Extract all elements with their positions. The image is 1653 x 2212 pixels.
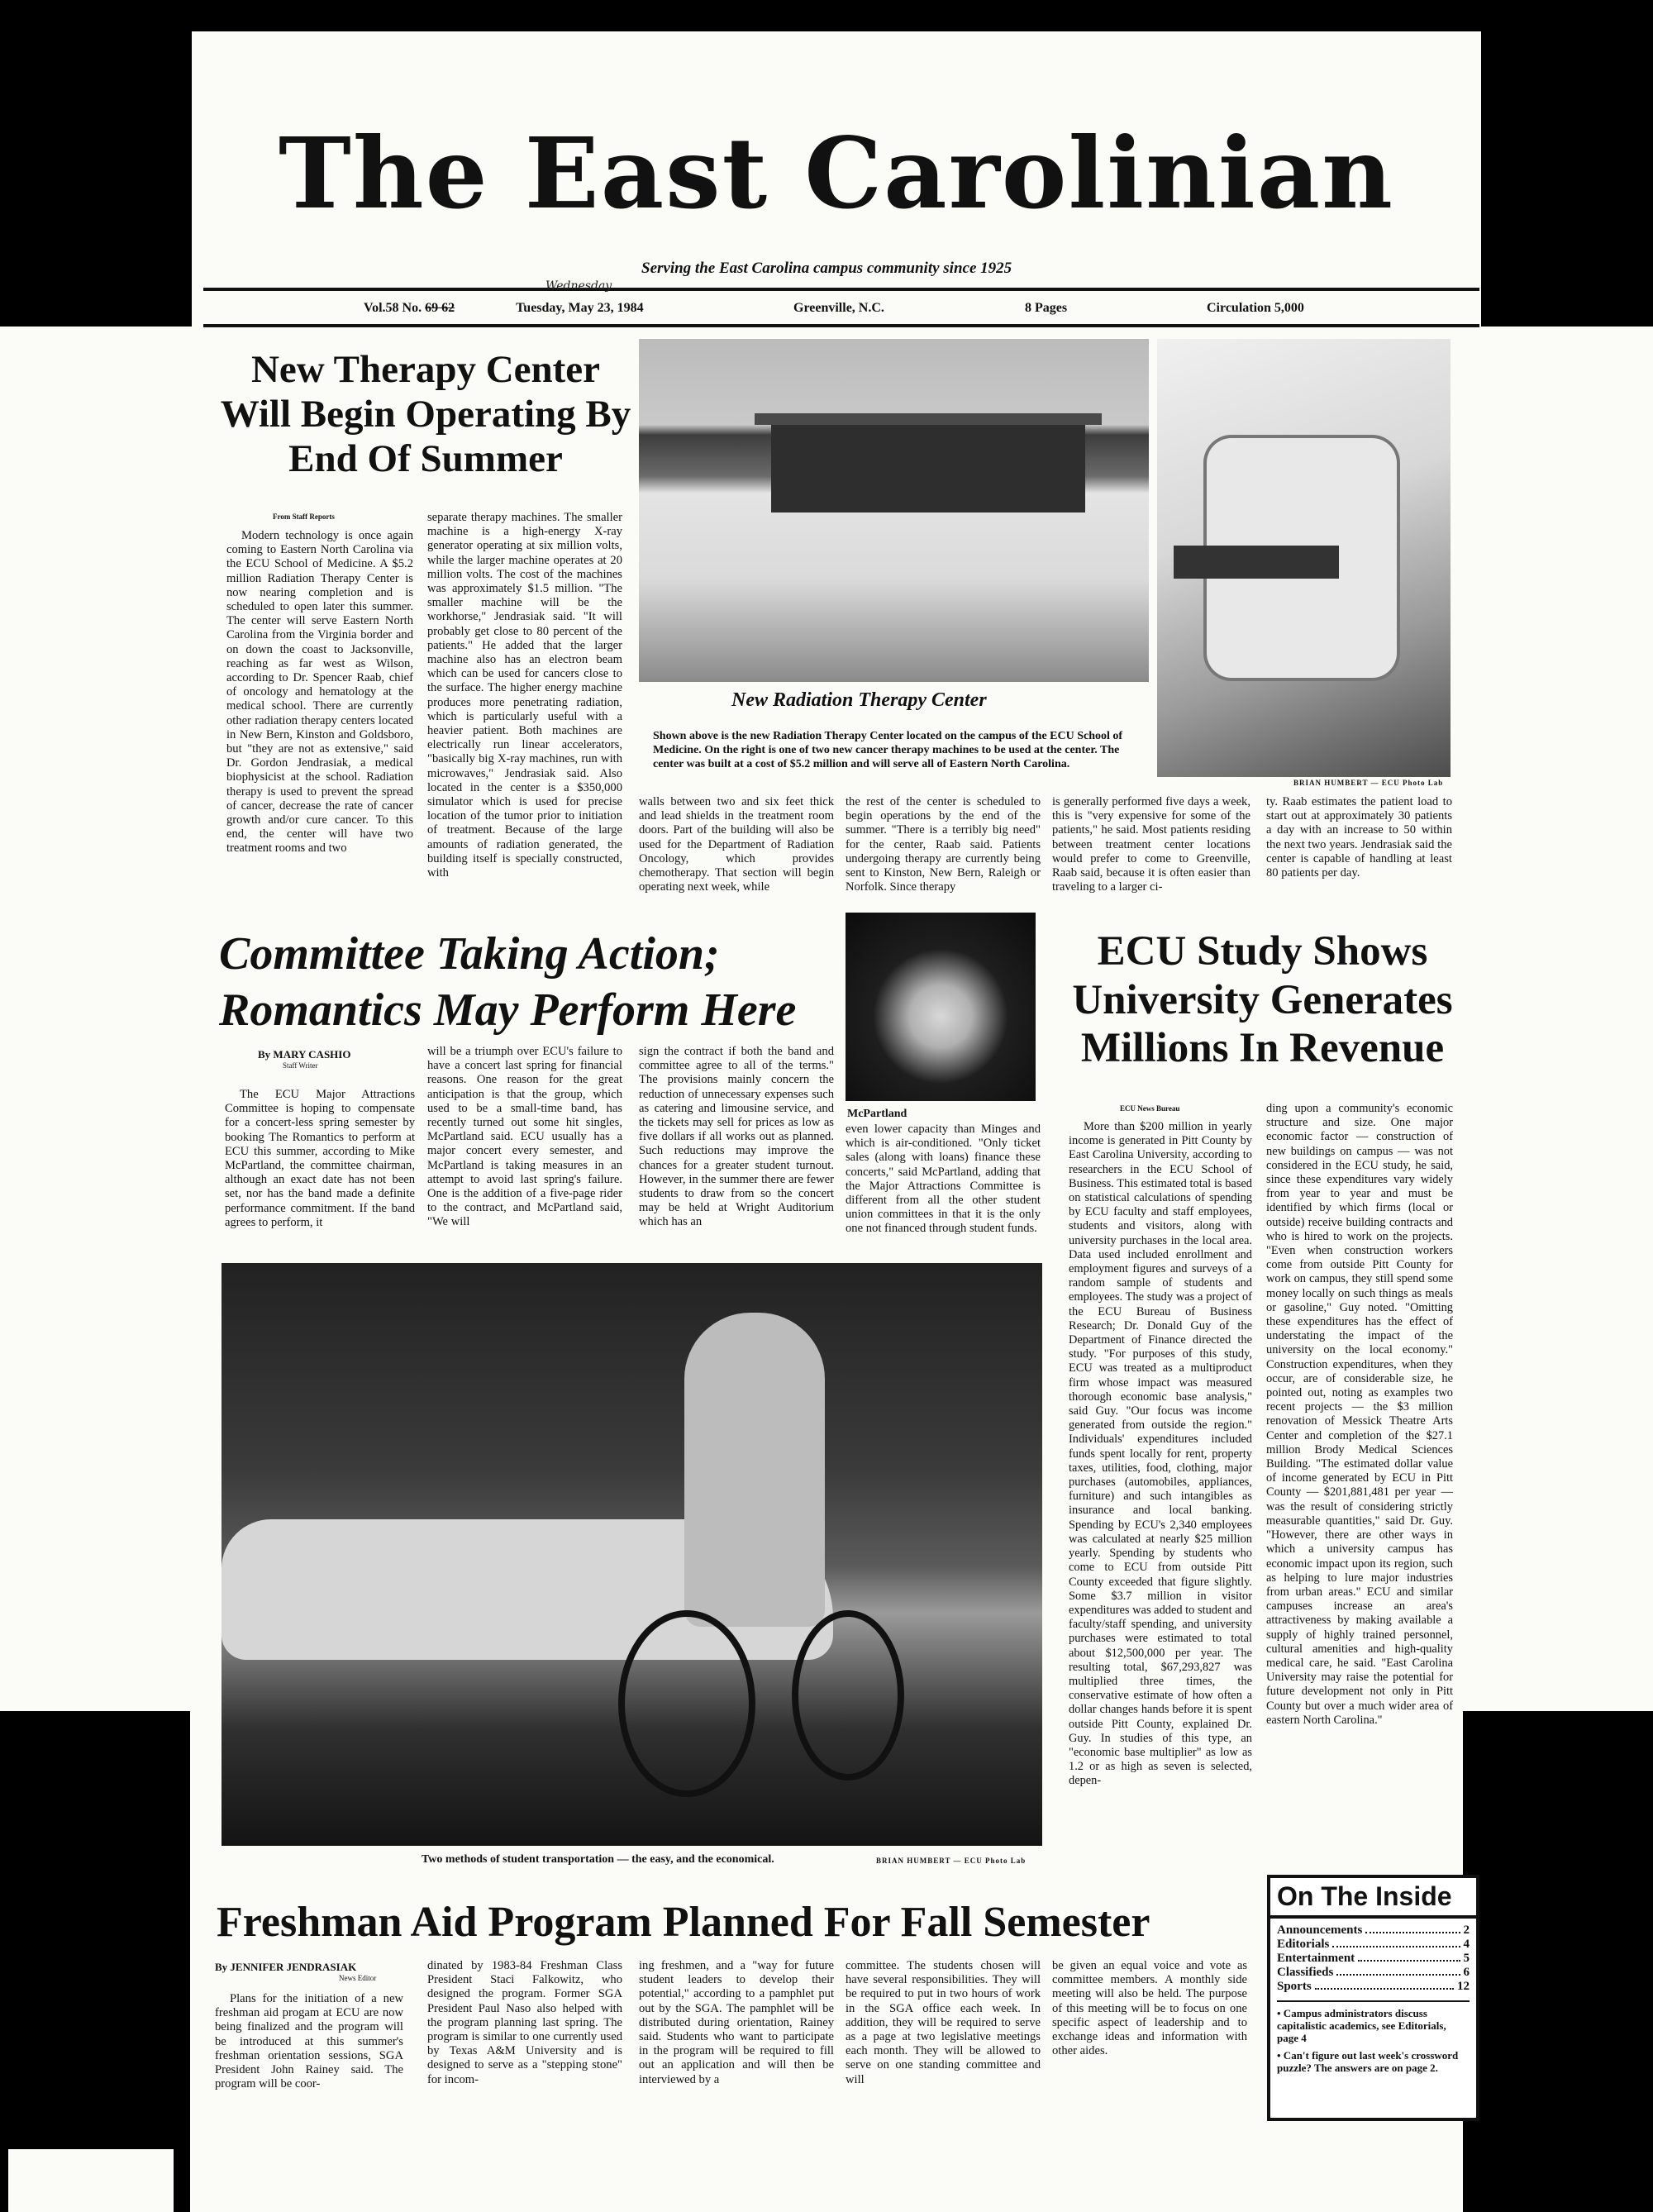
freshman-col-3	[639, 1959, 834, 2118]
romantics-headline-2: Romantics May Perform Here	[219, 984, 797, 1036]
inside-index-leader	[1336, 1966, 1460, 1976]
therapy-col-3	[639, 795, 834, 906]
bike-photo-credit: BRIAN HUMBERT — ECU Photo Lab	[876, 1857, 1027, 1865]
freshman-col-3-text: ing freshmen, and a "way for future student leaders to develop their potential," according to a pamphlet put out by the SGA. The pamphlet will be distributed during orientation, Rainey said. Students who want to participate in the program will be required to fill out an application and will then be interviewed by a	[639, 1959, 834, 2086]
on-the-inside-box	[1267, 1875, 1479, 2121]
freshman-author-role: News Editor	[339, 1974, 377, 1982]
therapy-col-5-text: is generally performed five days a week, this is "very expensive for some of the patients," he said. Most patients residing between treatment center locations would prefer to come to Greenville, Raab said, because it is often easier than traveling to a larger ci-	[1052, 795, 1250, 894]
handwritten-day: Wednesday	[545, 279, 612, 293]
freshman-col-2-text: dinated by 1983-84 Freshman Class President Staci Falkowitz, who designed the program. Former SGA President Paul Naso also helped with the program planning last spring. The program is similar to one currently used by Texas A&M University and is designed to serve as a "stepping stone" for incom-	[427, 1959, 622, 2086]
masthead-rule-top	[203, 288, 1479, 291]
masthead	[192, 116, 1481, 231]
romantics-col-3	[639, 1045, 834, 1253]
romantics-col-1-text: The ECU Major Attractions Committee is hoping to compensate for a concert-less spring semester by booking The Romantics to perform at ECU this summer, according to Mike McPartland, the committee chairman, although an exact date has not been set, nor has the band made a definite performance commitment. If the band agrees to perform, it	[225, 1088, 415, 1229]
therapy-col-4-text: the rest of the center is scheduled to begin operations by the end of the summer. "There is a terribly big need" for the center, Raab said. Patients undergoing therapy are currently being sent to Kinston, New Bern, Raleigh or Norfolk. Since therapy	[846, 795, 1041, 894]
masthead-tagline: Serving the East Carolina campus community since 1925	[641, 260, 1012, 277]
therapy-photo-credit: BRIAN HUMBERT — ECU Photo Lab	[1293, 779, 1444, 787]
bike-photo-caption: Two methods of student transportation — the easy, and the economical.	[422, 1853, 774, 1866]
inside-note-2: • Can't figure out last week's crossword puzzle? The answers are on page 2.	[1277, 2049, 1459, 2074]
inside-index-row	[1277, 1980, 1470, 1994]
therapy-col-5	[1052, 795, 1250, 906]
inside-index-list	[1277, 1924, 1470, 1994]
inside-index-row	[1277, 1966, 1470, 1980]
inside-index-label: Classifieds	[1277, 1966, 1334, 1979]
inside-index-page: 5	[1463, 1952, 1470, 1965]
romantics-col-3-text: sign the contract if both the band and committee agree to all of the terms." The provisions mainly concern the reduction of unnecessary expenses such as catering and limousine service, and the tickets may sell for prices as low as five dollars if all works out as planned. Such reductions may improve the chances for a greater student turnout. However, in the summer there are fewer students to draw from so the concert may be held at Wright Auditorium which has an	[639, 1045, 834, 1229]
therapy-col-2-text: separate therapy machines. The smaller machine is a high-energy X-ray generator operating at six million volts, while the larger machine operates at 20 million volts. The cost of the machines was approximately $1.5 million. "The smaller machine will be the workhorse," Jendrasiak said. "It will probably get close to 80 percent of the patients." He added that the larger machine also has an electron beam which can be used for cancers close to the surface. The higher energy machine produces more penetrating radiation, which is particularly useful with a heavier patient. Both machines are electrically run linear accelerators, "basically big X-ray machines, run with microwaves," Jendrasiak said. Also located in the center is a $350,000 simulator which is used for precise location of the tumor prior to initiation of treatment. Because of the large amounts of radiation generated, the building itself is specially constructed, with	[427, 511, 622, 880]
inside-index-row	[1277, 1938, 1470, 1952]
romantics-col-4	[846, 1123, 1041, 1253]
bike-wheel-front	[618, 1610, 755, 1797]
bike-photo	[222, 1263, 1042, 1846]
inside-index-page: 2	[1463, 1924, 1470, 1937]
romantics-col-1	[225, 1088, 415, 1253]
page-count: 8 Pages	[1025, 301, 1068, 315]
circulation: Circulation 5,000	[1207, 301, 1304, 315]
inside-index-leader	[1365, 1924, 1460, 1933]
study-col-1	[1069, 1120, 1252, 1874]
romantics-col-2-text: will be a triumph over ECU's failure to have a concert last spring for financial reasons. One reason for the great anticipation is that the group, which used to be a small-time band, has recently turned out some hit singles, McPartland said. ECU usually has a major concert every semester, and McPartland is taking measures in an attempt to avoid last spring's failure. One is the addition of a five-page rider to the contract, and McPartland said, "We will	[427, 1045, 622, 1229]
therapy-col-6	[1266, 795, 1452, 906]
masthead-info-bar	[364, 301, 1438, 321]
study-byline: ECU News Bureau	[1120, 1104, 1180, 1113]
freshman-col-4-text: committee. The students chosen will have several responsibilities. They will be required to put in two hours of work in the SGA office each week. In addition, they will be required to serve as a page at two legislative meetings each month. They will be allowed to serve on one standing committee and will	[846, 1959, 1041, 2086]
freshman-col-1	[215, 1992, 403, 2116]
inside-index-label: Sports	[1277, 1980, 1312, 1993]
issue-date: Tuesday, May 23, 1984	[516, 301, 644, 315]
inside-note-1: • Campus administrators discuss capitalistic academics, see Editorials, page 4	[1277, 2000, 1470, 2044]
machine-table	[1174, 546, 1339, 579]
therapy-photo-caption: Shown above is the new Radiation Therapy Center located on the campus of the ECU School of Medicine. On the right is one of two new cancer therapy machines to be used at the center. The center was built at a cost of $5.2 million and will serve all of Eastern North Carolina.	[653, 730, 1123, 770]
freshman-col-1-text: Plans for the initiation of a new freshman aid progam at ECU are now being finalized and the program will be introduced at this summer's freshman orientation sessions, SGA President John Rainey said. The program will be coor-	[215, 1992, 403, 2091]
romantics-author: By MARY CASHIO	[258, 1048, 351, 1061]
freshman-col-2	[427, 1959, 622, 2118]
therapy-headline: New Therapy Center Will Begin Operating By End Of Summer	[220, 348, 631, 481]
film-strip-bottom	[8, 2149, 174, 2212]
therapy-building-photo	[639, 339, 1149, 682]
freshman-author: By JENNIFER JENDRASIAK	[215, 1961, 357, 1973]
therapy-col-1-text: Modern technology is once again coming to Eastern North Carolina via the ECU School of Medicine. A $5.2 million Radiation Therapy Center is now nearing completion and is scheduled to open later this summer. The center will serve Eastern North Carolina from the Virginia border and on down the coast to Jacksonville, reaching as far west as Wilson, according to Dr. Spencer Raab, chief of oncology and hematology at the medical school. There are currently other radiation therapy centers located in New Bern, Kinston and Goldsboro, but "they are not as extensive," said Dr. Gordon Jendrasiak, a medical biophysicist at the school. Radiation therapy is used to prevent the spread of cancer, decrease the rate of cancer growth and/or cure cancer. To this end, the center will have two treatment rooms and two	[226, 529, 413, 856]
inside-index-label: Announcements	[1277, 1924, 1363, 1937]
freshman-col-5-text: be given an equal voice and vote as committee members. A monthly side meeting will also be held. The purpose of this meeting will be to focus on one specific aspect of leadership and to exchange ideas and information with other aides.	[1052, 1959, 1247, 2058]
building-shape	[771, 422, 1085, 512]
romantics-col-4-text: even lower capacity than Minges and which is air-conditioned. "Only ticket sales (along with loans) finance these concerts," said McPartland, adding that the Major Attractions Committee is different from all the other student union committees in that it is the only one not financed through student funds.	[846, 1123, 1041, 1236]
inside-index-row	[1277, 1924, 1470, 1938]
cyclist-shape	[684, 1313, 825, 1627]
romantics-author-role: Staff Writer	[283, 1061, 318, 1070]
mcpartland-caption: McPartland	[847, 1108, 907, 1120]
location: Greenville, N.C.	[793, 301, 884, 315]
therapy-byline: From Staff Reports	[273, 512, 335, 521]
romantics-headline-1: Committee Taking Action;	[219, 928, 720, 980]
study-headline: ECU Study Shows University Generates Millions In Revenue	[1072, 928, 1453, 1072]
masthead-rule-bottom	[203, 324, 1479, 327]
inside-index-leader	[1315, 1980, 1454, 1990]
inside-index-page: 12	[1457, 1980, 1470, 1993]
therapy-col-3-text: walls between two and six feet thick and lead shields in the treatment room doors. Part of the building will also be used for the Department of Radiation Oncology, which provides chemotherapy. That section will begin operating next week, while	[639, 795, 834, 894]
inside-index-page: 4	[1463, 1938, 1470, 1951]
volume-number: 69 62	[425, 301, 455, 315]
study-col-2-text: ding upon a community's economic structure and size. One major economic factor — construction of new buildings on campus — was not considered in the ECU study, he said, since these expenditures vary widely from year to year and must be identified by which firms (local or outside) receive building contracts and who is hired to work on the projects. "Even when construction workers come from outside Pitt County for work on campus, they still spend some money locally on such things as meals or gasoline," Guy noted. "Omitting these expenditures has the effect of understating the impact of the university on the local economy." Construction expenditures, when they occur, are of considerable size, he pointed out, noting as examples two recent projects — the $3 million renovation of Messick Theatre Arts Center and completion of the $27.1 million Brody Medical Sciences Building. "The estimated dollar value of income generated by ECU in Pitt County — $201,881,481 per year — was the result of considering strictly measurable quantities," said Dr. Guy. "However, there are other ways in which a university campus has economic impact upon its region, such as helping to lure major industries from urban areas." ECU and similar campuses increase an area's attractiveness by making available a supply of highly trained personnel, cultural amenities and high-quality medical care, he said. "East Carolina University may raise the potential for future development not only in Pitt County but over a much wider area of eastern North Carolina."	[1266, 1102, 1453, 1727]
therapy-col-4	[846, 795, 1041, 906]
inside-index-page: 6	[1463, 1966, 1470, 1979]
mcpartland-photo	[846, 913, 1036, 1101]
therapy-machine-photo	[1157, 339, 1451, 777]
study-col-2	[1266, 1102, 1453, 1862]
bike-wheel-rear	[792, 1610, 904, 1781]
inside-index-leader	[1358, 1952, 1460, 1962]
study-col-1-text: More than $200 million in yearly income is generated in Pitt County by East Carolina University, according to researchers in the ECU School of Business. This estimated total is based on statistical calculations of spending by ECU faculty and staff employees, students and visitors, along with university purchases in the local area. Data used included enrollment and employment figures and surveys of a random sample of students and employees. The study was a project of the ECU Bureau of Business Research; Dr. Donald Guy of the Department of Finance directed the study. "For purposes of this study, ECU was treated as a multiproduct firm whose impact was measured thorough economic base analysis," said Guy. "Our focus was income generated from outside the region." Individuals' expenditures included funds spent locally for rent, property taxes, utilities, food, clothing, major purchases (automobiles, appliances, furniture) and such intangibles as insurance and local banking. Spending by ECU's 2,340 employees was calculated at nearly $25 million yearly. Spending by students who come to ECU from outside Pitt County exceeded that figure slightly. Some $3.7 million in visitor expenditures was added to student and faculty/staff spending, and university purchases were estimated to total about $12,500,000 per year. The resulting total, $67,293,827 was multiplied three times, the conservative estimate of how often a dollar changes hands before it is spent outside Pitt County, explained Dr. Guy. In studies of this type, an "economic base multiplier" as low as 1.2 or as high as seven is selected, depen-	[1069, 1120, 1252, 1788]
on-the-inside-title: On The Inside	[1270, 1878, 1476, 1919]
photo-title: New Radiation Therapy Center	[731, 689, 987, 711]
inside-index-row	[1277, 1952, 1470, 1966]
romantics-byline	[258, 1048, 350, 1070]
building-roof	[755, 413, 1102, 425]
therapy-col-2	[427, 511, 622, 906]
romantics-col-2	[427, 1045, 622, 1253]
therapy-col-1	[226, 529, 413, 905]
masthead-title: The East Carolinian	[279, 116, 1394, 231]
freshman-col-5	[1052, 1959, 1247, 2118]
inside-index-label: Entertainment	[1277, 1952, 1355, 1965]
inside-index-label: Editorials	[1277, 1938, 1330, 1951]
freshman-col-4	[846, 1959, 1041, 2118]
therapy-col-6-text: ty. Raab estimates the patient load to start out at approximately 30 patients a day with an increase to 50 within the next two years. Jendrasiak said the center is capable of handling at least 80 patients per day.	[1266, 795, 1452, 880]
freshman-headline: Freshman Aid Program Planned For Fall Semester	[217, 1899, 1150, 1946]
inside-index-leader	[1332, 1938, 1460, 1947]
freshman-byline	[215, 1961, 376, 1982]
volume-label: Vol.58 No.	[364, 301, 422, 315]
